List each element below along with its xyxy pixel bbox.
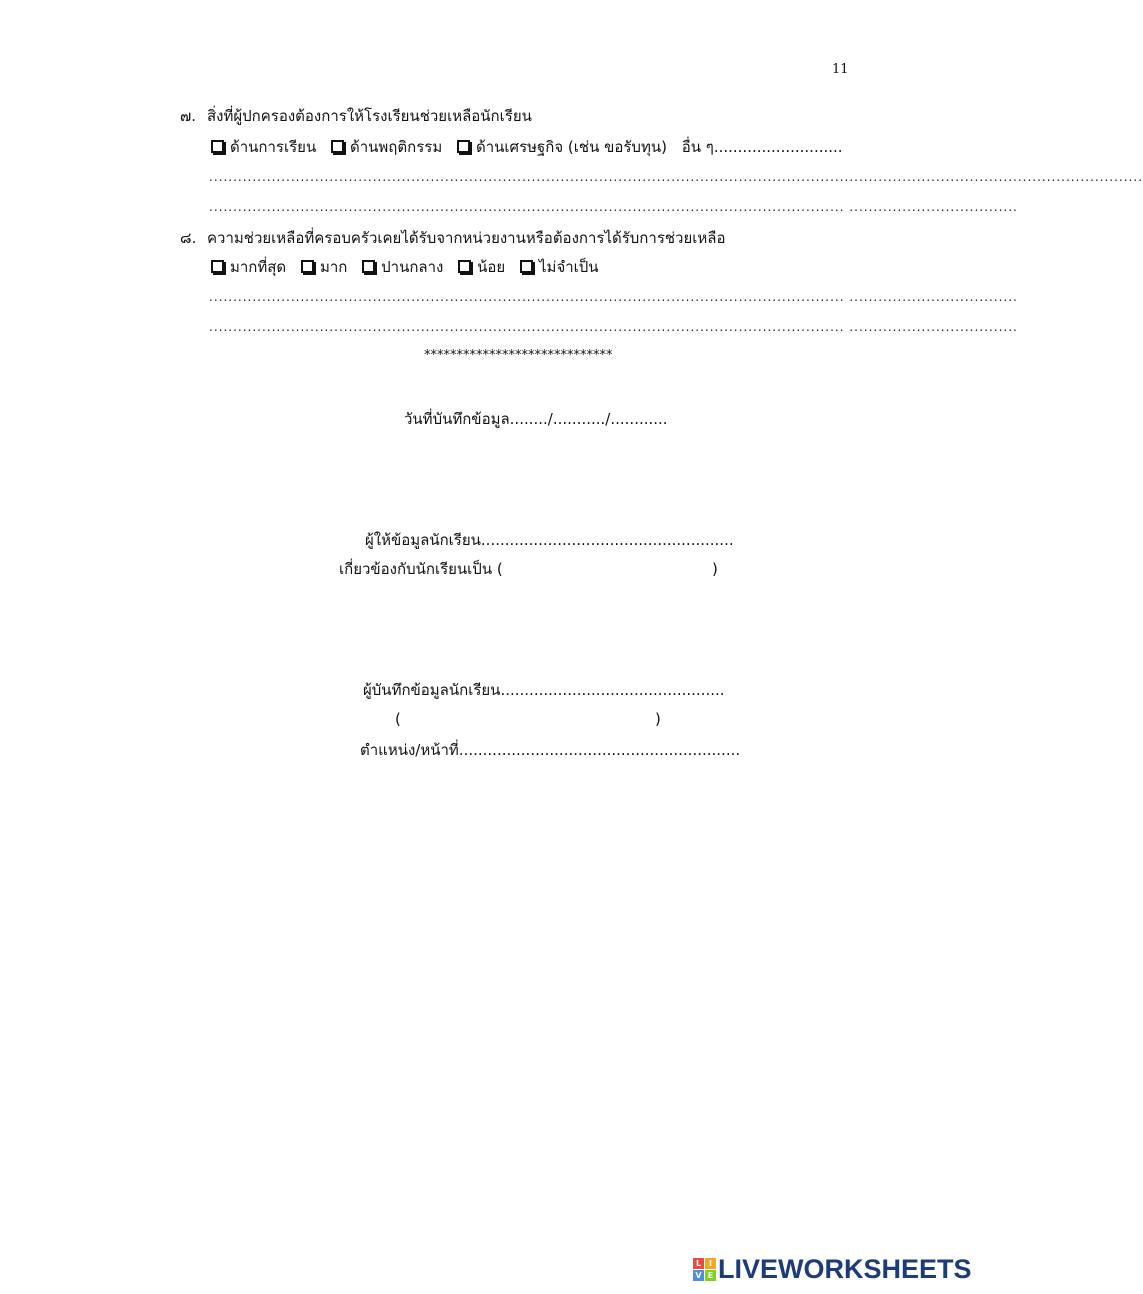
checkbox[interactable]: [362, 260, 375, 273]
q7-option-economic[interactable]: ด้านเศรษฐกิจ (เช่น ขอรับทุน): [457, 137, 667, 157]
question-7-text: สิ่งที่ผู้ปกครองต้องการให้โรงเรียนช่วยเหลือนักเรียน: [207, 107, 532, 125]
question-7-number: ๗.: [180, 107, 197, 125]
logo-letter: L: [693, 1258, 704, 1269]
q8-answer-line-1[interactable]: .................................................................................................................................... ...................................: [209, 290, 1018, 304]
informant-field[interactable]: ผู้ให้ข้อมูลนักเรียน.....................................................: [365, 531, 734, 549]
checkbox[interactable]: [457, 140, 470, 153]
separator-stars: *****************************: [424, 348, 613, 363]
q8-option-moderate[interactable]: ปานกลาง: [362, 257, 443, 277]
checkbox[interactable]: [520, 260, 533, 273]
logo-grid-icon: [693, 1258, 716, 1281]
checkbox[interactable]: [331, 140, 344, 153]
informant-relation-input[interactable]: [512, 559, 708, 579]
q8-option-most[interactable]: มากที่สุด: [211, 257, 286, 277]
question-7-options: [211, 137, 843, 157]
recorder-field[interactable]: ผู้บันทึกข้อมูลนักเรียน...............................................: [363, 681, 725, 699]
informant-relation-close: ): [712, 560, 718, 578]
checkbox[interactable]: [211, 140, 224, 153]
q7-option-behavior[interactable]: ด้านพฤติกรรม: [331, 137, 442, 157]
q7-answer-line-2[interactable]: .................................................................................................................................... ...................................: [209, 200, 1018, 214]
checkbox[interactable]: [211, 260, 224, 273]
recorder-name-input[interactable]: [404, 709, 652, 729]
logo-letter: I: [705, 1258, 716, 1269]
q7-option-learning[interactable]: ด้านการเรียน: [211, 137, 316, 157]
q7-other-field[interactable]: อื่น ๆ...........................: [681, 138, 843, 156]
q8-answer-line-2[interactable]: .................................................................................................................................... ...................................: [209, 320, 1018, 334]
logo-letter: V: [693, 1270, 704, 1281]
q8-option-much[interactable]: มาก: [301, 257, 347, 277]
liveworksheets-logo: [693, 1254, 972, 1285]
question-8-text: ความช่วยเหลือที่ครอบครัวเคยได้รับจากหน่วยงานหรือต้องการได้รับการช่วยเหลือ: [207, 229, 726, 247]
logo-letter: E: [705, 1270, 716, 1281]
recorder-position-field[interactable]: ตำแหน่ง/หน้าที่...........................................................: [360, 741, 741, 759]
record-date-field[interactable]: วันที่บันทึกข้อมูล......../.........../............: [404, 410, 668, 428]
q8-option-little[interactable]: น้อย: [458, 257, 505, 277]
question-8-number: ๘.: [180, 229, 197, 247]
logo-text: LIVEWORKSHEETS: [718, 1254, 972, 1284]
page-number: 11: [832, 62, 849, 77]
checkbox[interactable]: [458, 260, 471, 273]
recorder-paren-close: ): [655, 710, 661, 728]
informant-relation-label: เกี่ยวข้องกับนักเรียนเป็น (: [339, 560, 503, 578]
checkbox[interactable]: [301, 260, 314, 273]
q8-option-unnecessary[interactable]: ไม่จำเป็น: [520, 257, 599, 277]
question-8-options: [211, 257, 609, 277]
recorder-paren-open: (: [395, 710, 401, 728]
q7-answer-line-1[interactable]: ..................................................................................................................................................................................................: [209, 170, 1143, 184]
